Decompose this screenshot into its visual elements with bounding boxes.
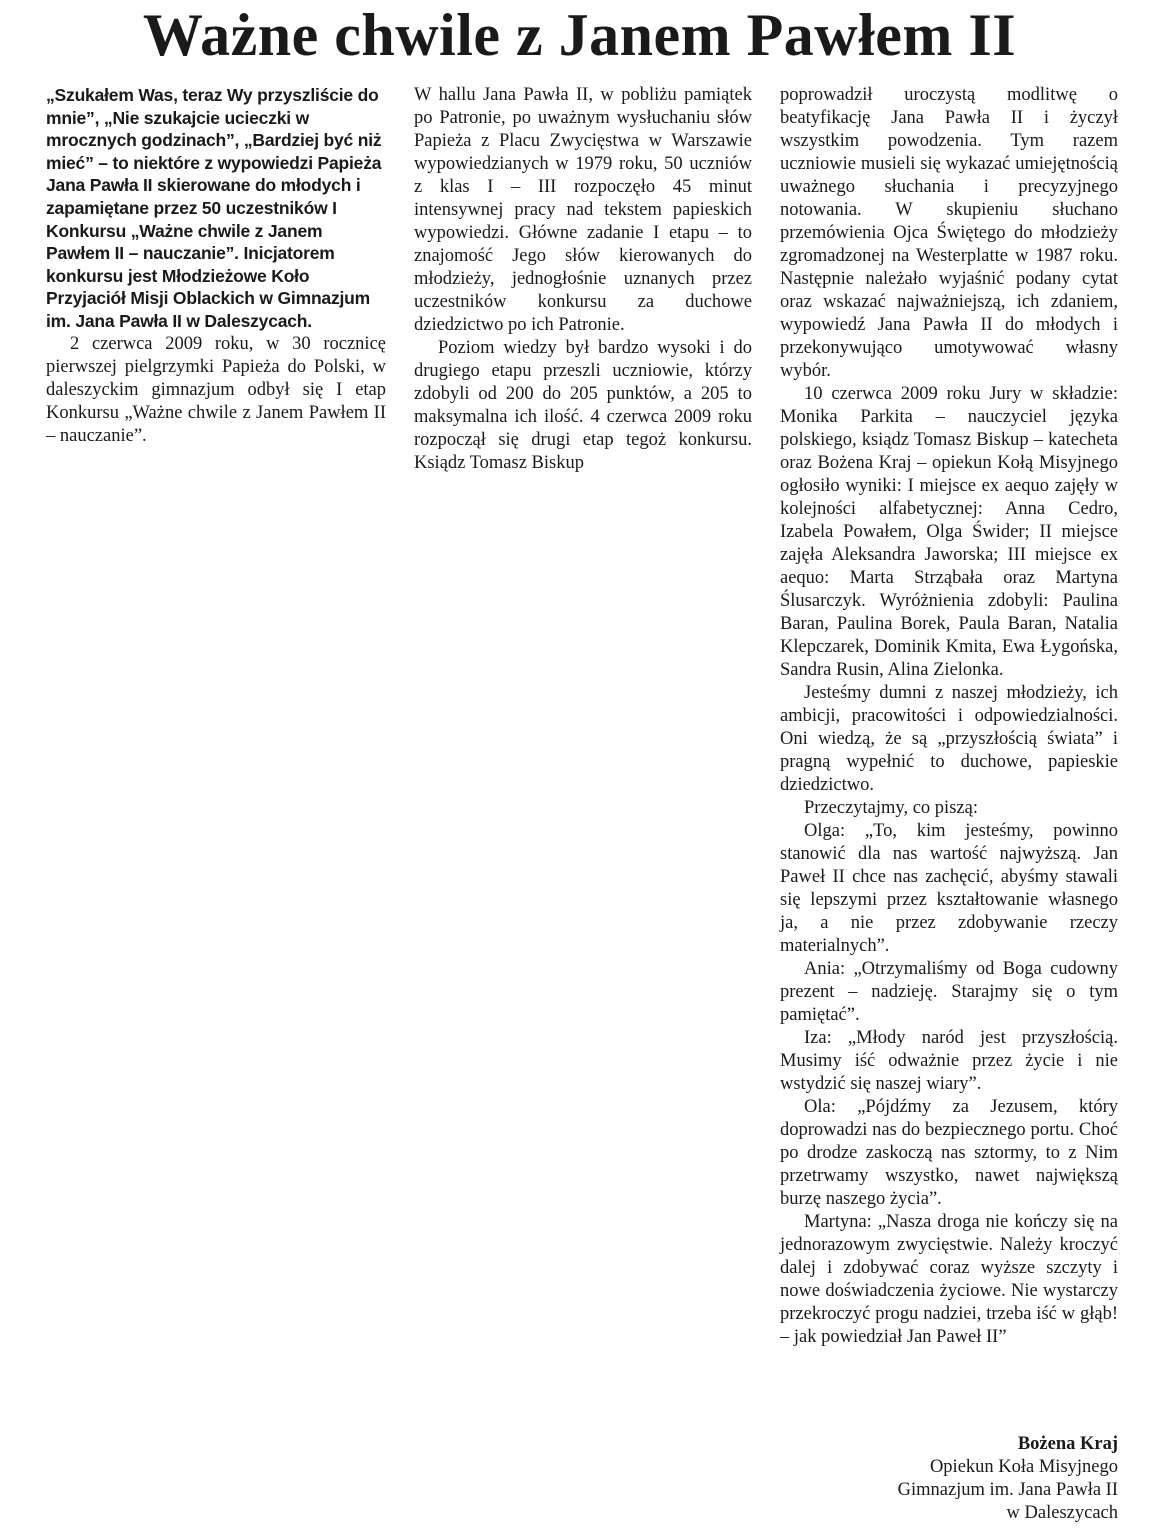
paragraph: 2 czerwca 2009 roku, w 30 rocznicę pierwszej pielgrzymki Papieża do Polski, w daleszyckim gimnazjum odbył się I etap Konkursu „Ważne chwile z Janem Pawłem II – nauczanie”. xyxy=(46,333,386,446)
column-2 xyxy=(414,84,752,475)
quote-paragraph: Ola: „Pójdźmy za Jezusem, który doprowadzi nas do bezpiecznego portu. Choć po drodze zaskoczą nas sztormy, to z Nim przetrwamy wszystko, nawet największą burzę naszego życia”. xyxy=(780,1097,1118,1209)
author-location: w Daleszycach xyxy=(1006,1503,1118,1523)
author-school: Gimnazjum im. Jana Pawła II xyxy=(897,1480,1118,1500)
column-1 xyxy=(46,84,386,448)
paragraph: W hallu Jana Pawła II, w pobliżu pamiątek po Patronie, po uważnym wysłuchaniu słów Papieża z Placu Zwycięstwa w Warszawie wypowiedzianych w 1979 roku, 50 uczniów z klas I – III rozpoczęło 45 minut intensywnej pracy nad tekstem papieskich wypowiedzi. Główne zadanie I etapu – to znajomość Jego słów kierowanych do młodzieży, jednogłośnie uznanych przez uczestników konkursu za duchowe dziedzictwo po ich Patronie. xyxy=(414,85,752,335)
paragraph: Jesteśmy dumni z naszej młodzieży, ich ambicji, pracowitości i odpowiedzialności. Oni wiedzą, że są „przyszłością świata” i pragną wypełnić to duchowe, papieskie dziedzictwo. xyxy=(780,683,1118,795)
article-lead: „Szukałem Was, teraz Wy przyszliście do mnie”, „Nie szukajcie ucieczki w mrocznych godzinach”, „Bardziej być niż mieć” – to niektóre z wypowiedzi Papieża Jana Pawła II skierowane do młodych i zapamiętane przez 50 uczestników I Konkursu „Ważne chwile z Janem Pawłem II – nauczanie”. Inicjatorem konkursu jest Młodzieżowe Koło Przyjaciół Misji Oblackich w Gimnazjum im. Jana Pawła II w Daleszycach. xyxy=(46,85,382,331)
paragraph: 10 czerwca 2009 roku Jury w składzie: Monika Parkita – nauczyciel języka polskiego, ksiądz Tomasz Biskup – katecheta oraz Bożena Kraj – opiekun Kołą Misyjnego ogłosiło wyniki: I miejsce ex aequo zajęły w kolejności alfabetycznej: Anna Cedro, Izabela Powałem, Olga Świder; II miejsce zajęła Aleksandra Jaworska; III miejsce ex aequo: Marta Strząbała oraz Martyna Ślusarczyk. Wyróżnienia zdobyli: Paulina Baran, Paulina Borek, Paula Baran, Natalia Klepczarek, Dominik Kmita, Ewa Łygońska, Sandra Rusin, Alina Zielonka. xyxy=(780,384,1118,680)
quote-paragraph: Olga: „To, kim jesteśmy, powinno stanowić dla nas wartość najwyższą. Jan Paweł II chce nas zachęcić, abyśmy stawali się lepszymi przez kształtowanie własnego ja, a nie przez zdobywanie rzeczy materialnych”. xyxy=(780,821,1118,956)
article-title: Ważne chwile z Janem Pawłem II xyxy=(142,2,1017,68)
author-name: Bożena Kraj xyxy=(1017,1434,1118,1454)
author-role: Opiekun Koła Misyjnego xyxy=(929,1457,1118,1477)
paragraph: poprowadził uroczystą modlitwę o beatyfikację Jana Pawła II i życzył wszystkim powodzenia. Tym razem uczniowie musieli się wykazać umiejętnością uważnego słuchania i precyzyjnego notowania. W skupieniu słuchano przemówienia Ojca Świętego do młodzieży zgromadzonej na Westerplatte w 1987 roku. Następnie należało wyjaśnić podany cytat oraz wskazać najważniejszą, ich zdaniem, wypowiedź Jana Pawła II do młodych i przekonywująco umotywować własny wybór. xyxy=(780,85,1118,381)
quote-paragraph: Martyna: „Nasza droga nie kończy się na jednorazowym zwycięstwie. Należy kroczyć dalej i zdobywać coraz wyższe szczyty i nowe doświadczenia życiowe. Nie wystarczy przekroczyć progu nadziei, trzeba iść w głąb! – jak powiedział Jan Paweł II” xyxy=(780,1212,1118,1347)
quote-paragraph: Ania: „Otrzymaliśmy od Boga cudowny prezent – nadzieję. Starajmy się o tym pamiętać”. xyxy=(780,959,1118,1025)
paragraph: Poziom wiedzy był bardzo wysoki i do drugiego etapu przeszli uczniowie, którzy zdobyli od 200 do 205 punktów, a 205 to maksymalna ich ilość. 4 czerwca 2009 roku rozpoczął się drugi etap tegoż konkursu. Ksiądz Tomasz Biskup xyxy=(414,338,752,473)
quote-paragraph: Iza: „Młody naród jest przyszłością. Musimy iść odważnie przez życie i nie wstydzić się naszej wiary”. xyxy=(780,1028,1118,1094)
column-3 xyxy=(780,84,1118,1349)
author-signature xyxy=(898,1433,1118,1525)
paragraph: Przeczytajmy, co piszą: xyxy=(804,798,978,818)
